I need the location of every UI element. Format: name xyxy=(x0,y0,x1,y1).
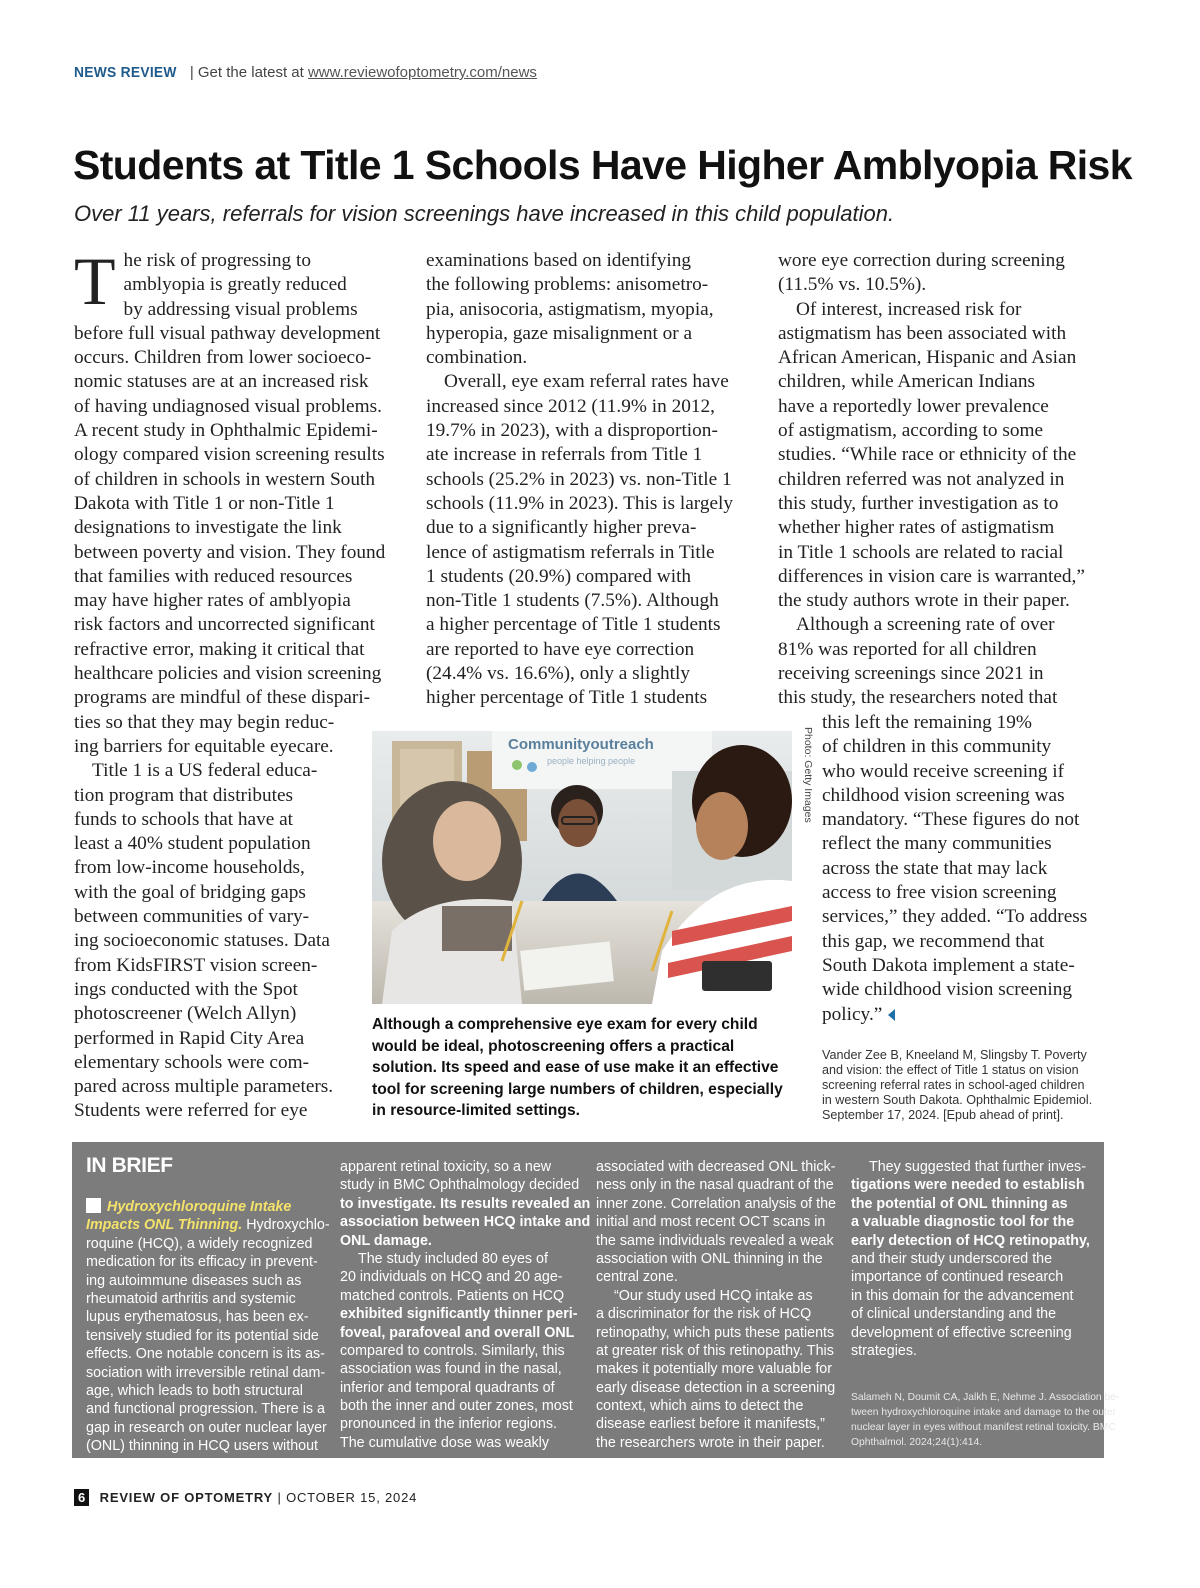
body-line: pia, anisocoria, astigmatism, myopia, xyxy=(426,298,714,320)
body-line: from low-income households, xyxy=(74,857,305,879)
body-line: performed in Rapid City Area xyxy=(74,1027,305,1049)
in-brief-title: IN BRIEF xyxy=(86,1154,173,1177)
article-column-1 xyxy=(74,243,404,1124)
brief-line: (ONL) thinning in HCQ users without xyxy=(86,1438,319,1455)
brief-item-title: Hydroxychloroquine Intake xyxy=(107,1199,292,1215)
article-column-3-continued xyxy=(822,711,1112,1027)
caption-line: in resource-limited settings. xyxy=(372,1102,580,1119)
body-line: increased since 2012 (11.9% in 2012, xyxy=(426,395,715,417)
body-line: astigmatism has been associated with xyxy=(778,322,1067,344)
body-line: wore eye correction during screening xyxy=(778,250,1065,271)
in-brief-column-1 xyxy=(86,1198,328,1455)
body-line: a higher percentage of Title 1 students xyxy=(426,614,721,636)
brief-line: context, which aims to detect the xyxy=(596,1398,804,1415)
body-line: in Title 1 schools are related to racial xyxy=(778,541,1064,563)
body-line: this gap, we recommend that xyxy=(822,930,1045,952)
body-line: nomic statuses are at an increased risk xyxy=(74,371,369,393)
brief-line: tensively studied for its potential side xyxy=(86,1327,319,1344)
brief-line: central zone. xyxy=(596,1269,678,1286)
brief-line: of clinical understanding and the xyxy=(851,1306,1057,1323)
brief-line: development of effective screening xyxy=(851,1324,1072,1341)
body-line: (11.5% vs. 10.5%). xyxy=(778,274,927,296)
caption-line: would be ideal, photoscreening offers a practical xyxy=(372,1037,735,1055)
brief-line: 20 individuals on HCQ and 20 age- xyxy=(340,1269,563,1286)
brief-line: ONL damage. xyxy=(340,1232,432,1249)
body-line: the study authors wrote in their paper. xyxy=(778,590,1070,612)
body-line: he risk of progressing to xyxy=(123,250,311,271)
brief-line xyxy=(86,1216,328,1234)
body-line-last xyxy=(822,1003,1112,1027)
body-line: South Dakota implement a state- xyxy=(822,954,1075,976)
brief-line: inferior and temporal quadrants of xyxy=(340,1379,555,1396)
body-line: schools (11.9% in 2023). This is largely xyxy=(426,492,734,514)
body-line: elementary schools were com- xyxy=(74,1051,310,1073)
brief-line: age, which leads to both structural xyxy=(86,1382,303,1399)
body-line: non-Title 1 students (7.5%). Although xyxy=(426,590,719,612)
body-line: photoscreener (Welch Allyn) xyxy=(74,1003,297,1025)
caption-line: Although a comprehensive eye exam for every child xyxy=(372,1016,758,1033)
brief-line: a discriminator for the risk of HCQ xyxy=(596,1306,812,1323)
body-line: may have higher rates of amblyopia xyxy=(74,590,351,612)
brief-line: a valuable diagnostic tool for the xyxy=(851,1214,1075,1231)
brief-item-title-cont: Impacts ONL Thinning. xyxy=(86,1217,243,1234)
body-line: ate increase in referrals from Title 1 xyxy=(426,444,703,466)
body-line: combination. xyxy=(426,347,528,369)
body-line: differences in vision care is warranted,” xyxy=(778,565,1085,587)
brief-line: the same individuals revealed a weak xyxy=(596,1232,834,1249)
brief-line: The study included 80 eyes of xyxy=(358,1250,548,1267)
body-line: have a reportedly lower prevalence xyxy=(778,395,1049,417)
article-column-3 xyxy=(778,249,1108,711)
body-line: 1 students (20.9%) compared with xyxy=(426,565,692,587)
body-line: are reported to have eye correction xyxy=(426,638,695,660)
body-line: ology compared vision screening results xyxy=(74,444,385,466)
body-line: pared across multiple parameters. xyxy=(74,1076,334,1098)
brief-line: association with ONL thinning in the xyxy=(596,1250,823,1267)
drop-cap: T xyxy=(74,243,116,319)
body-line: between communities of vary- xyxy=(74,906,310,928)
body-line: of children in schools in western South xyxy=(74,468,375,490)
brief-line: sociation with irreversible retinal dam- xyxy=(86,1364,326,1381)
brief-line: the potential of ONL thinning as xyxy=(851,1195,1068,1212)
body-line: with the goal of bridging gaps xyxy=(74,881,306,903)
body-line: of children in this community xyxy=(822,736,1052,758)
issue-date: OCTOBER 15, 2024 xyxy=(286,1490,418,1505)
body-line: programs are mindful of these dispari- xyxy=(74,687,371,709)
body-line: wide childhood vision screening xyxy=(822,979,1073,1001)
brief-line: exhibited significantly thinner peri- xyxy=(340,1306,578,1323)
header-separator: | xyxy=(189,64,194,81)
article-reference xyxy=(822,1048,1112,1123)
body-line: ing barriers for equitable eyecare. xyxy=(74,735,334,757)
page-number: 6 xyxy=(74,1489,89,1506)
body-line: by addressing visual problems xyxy=(123,298,358,320)
body-line: funds to schools that have at xyxy=(74,808,294,830)
photo-credit-text: Photo: Getty Images xyxy=(802,727,814,823)
body-line: studies. “While race or ethnicity of the xyxy=(778,444,1077,466)
brief-line: The cumulative dose was weakly xyxy=(340,1434,549,1451)
brief-line: effects. One notable concern is its as- xyxy=(86,1346,325,1363)
headline: Students at Title 1 Schools Have Higher Amblyopia Risk xyxy=(73,142,1132,188)
in-brief-column-4 xyxy=(851,1158,1096,1360)
body-line: services,” they added. “To address xyxy=(822,906,1088,928)
in-brief-reference xyxy=(851,1390,1120,1450)
body-line: from KidsFIRST vision screen- xyxy=(74,954,318,976)
brief-line: inner zone. Correlation analysis of the xyxy=(596,1195,837,1212)
bullet-square-icon xyxy=(86,1198,101,1213)
brief-line: ness only in the nasal quadrant of the xyxy=(596,1177,834,1194)
brief-text: Hydroxychlo- xyxy=(246,1217,330,1234)
body-line: hyperopia, gaze misalignment or a xyxy=(426,322,693,344)
body-line: 81% was reported for all children xyxy=(778,638,1037,660)
brief-line: at greater risk of this retinopathy. This xyxy=(596,1342,834,1359)
brief-line: to investigate. Its results revealed an xyxy=(340,1195,591,1212)
brief-line: makes it potentially more valuable for xyxy=(596,1361,833,1378)
brief-line: associated with decreased ONL thick- xyxy=(596,1159,836,1175)
article-photo xyxy=(372,731,792,1004)
body-line: Of interest, increased risk for xyxy=(796,298,1022,320)
body-text: policy.” xyxy=(822,1003,883,1025)
body-line: before full visual pathway development xyxy=(74,322,381,344)
brief-reference-line: tween hydroxychloroquine intake and damage to the outer xyxy=(851,1407,1117,1418)
caption-line: tool for screening large numbers of children, especially xyxy=(372,1080,783,1098)
footer-separator: | xyxy=(277,1490,282,1505)
body-line: the following problems: anisometro- xyxy=(426,274,709,296)
brief-line: strategies. xyxy=(851,1342,917,1359)
body-line: examinations based on identifying xyxy=(426,250,692,271)
photo-sign-text: Communityoutreach xyxy=(508,736,654,753)
body-line: refractive error, making it critical that xyxy=(74,638,365,660)
body-line: least a 40% student population xyxy=(74,833,311,855)
brief-reference-line: Salameh N, Doumit CA, Jalkh E, Nehme J. Association be- xyxy=(851,1392,1120,1403)
body-line: access to free vision screening xyxy=(822,882,1057,904)
body-line: children referred was not analyzed in xyxy=(778,468,1065,490)
body-line: amblyopia is greatly reduced xyxy=(123,274,347,296)
body-line: between poverty and vision. They found xyxy=(74,541,386,563)
body-line: tion program that distributes xyxy=(74,784,294,806)
brief-line: compared to controls. Similarly, this xyxy=(340,1342,565,1359)
body-line: (24.4% vs. 16.6%), only a slightly xyxy=(426,663,691,685)
page-footer xyxy=(74,1489,417,1506)
body-line: schools (25.2% in 2023) vs. non-Title 1 xyxy=(426,468,732,490)
reference-line: screening referral rates in school-aged children xyxy=(822,1078,1085,1092)
reference-line: and vision: the effect of Title 1 status on vision xyxy=(822,1063,1079,1077)
brief-line: rheumatoid arthritis and systemic xyxy=(86,1290,296,1307)
brief-line: disease earliest before it manifests,” xyxy=(596,1416,825,1433)
body-line: receiving screenings since 2021 in xyxy=(778,663,1044,685)
brief-line: in this domain for the advancement xyxy=(851,1287,1074,1304)
brief-line xyxy=(86,1198,328,1216)
body-line: childhood vision screening was xyxy=(822,784,1065,806)
dek: Over 11 years, referrals for vision screenings have increased in this child population. xyxy=(74,201,895,226)
in-brief-box xyxy=(72,1142,1120,1458)
body-line: reflect the many communities xyxy=(822,833,1052,855)
brief-line: They suggested that further inves- xyxy=(869,1159,1086,1175)
body-line: ties so that they may begin reduc- xyxy=(74,711,335,733)
brief-line: retinopathy, which puts these patients xyxy=(596,1324,835,1341)
section-label: NEWS REVIEW xyxy=(74,64,177,81)
body-line: whether higher rates of astigmatism xyxy=(778,517,1055,539)
body-line: healthcare policies and vision screening xyxy=(74,663,382,685)
brief-line: lupus erythematosus, has been ex- xyxy=(86,1309,309,1326)
body-line: designations to investigate the link xyxy=(74,517,342,539)
article-column-2 xyxy=(426,249,756,711)
body-line: this study, the researchers noted that xyxy=(778,687,1058,709)
reference-line: Vander Zee B, Kneeland M, Slingsby T. Poverty xyxy=(822,1048,1087,1062)
section-header xyxy=(74,64,537,81)
brief-line: association between HCQ intake and xyxy=(340,1214,591,1231)
brief-line: foveal, parafoveal and overall ONL xyxy=(340,1324,575,1341)
body-line: due to a significantly higher preva- xyxy=(426,517,697,539)
photo-credit xyxy=(796,727,814,831)
body-line: A recent study in Ophthalmic Epidemi- xyxy=(74,420,378,442)
body-line: lence of astigmatism referrals in Title xyxy=(426,541,715,563)
body-line: of having undiagnosed visual problems. xyxy=(74,395,382,417)
body-line: Dakota with Title 1 or non-Title 1 xyxy=(74,492,335,514)
photo-sign-subtext: people helping people xyxy=(547,756,636,766)
body-line: Although a screening rate of over xyxy=(796,614,1055,636)
body-line: across the state that may lack xyxy=(822,857,1048,879)
magazine-name: REVIEW OF OPTOMETRY xyxy=(99,1490,274,1505)
brief-line: roquine (HCQ), a widely recognized xyxy=(86,1235,313,1252)
photo-caption xyxy=(372,1014,792,1122)
brief-line: association was found in the nasal, xyxy=(340,1361,562,1378)
body-line: Title 1 is a US federal educa- xyxy=(92,760,318,782)
in-brief-column-3 xyxy=(596,1158,841,1452)
end-mark-icon xyxy=(888,1009,895,1021)
news-link[interactable]: www.reviewofoptometry.com/news xyxy=(307,64,537,81)
body-line: mandatory. “These figures do not xyxy=(822,809,1080,831)
body-line: 19.7% in 2023), with a disproportion- xyxy=(426,420,718,442)
brief-line: early detection of HCQ retinopathy, xyxy=(851,1232,1090,1249)
body-line: children, while American Indians xyxy=(778,371,1036,393)
body-line: that families with reduced resources xyxy=(74,565,353,587)
brief-line: the researchers wrote in their paper. xyxy=(596,1434,825,1451)
brief-line: pronounced in the inferior regions. xyxy=(340,1416,557,1433)
brief-line: medication for its efficacy in prevent- xyxy=(86,1254,318,1271)
caption-line: solution. Its speed and ease of use make it an effective xyxy=(372,1059,779,1076)
brief-line: matched controls. Patients on HCQ xyxy=(340,1287,565,1304)
brief-line: and their study underscored the xyxy=(851,1250,1053,1267)
body-line: higher percentage of Title 1 students xyxy=(426,687,708,709)
body-line: this study, further investigation as to xyxy=(778,492,1059,514)
reference-line: September 17, 2024. [Epub ahead of print]. xyxy=(822,1108,1064,1122)
header-prompt: Get the latest at xyxy=(197,64,304,81)
brief-line: importance of continued research xyxy=(851,1269,1064,1286)
body-line: who would receive screening if xyxy=(822,760,1064,782)
brief-line: “Our study used HCQ intake as xyxy=(614,1287,813,1304)
brief-line: gap in research on outer nuclear layer xyxy=(86,1419,327,1436)
body-line: ing socioeconomic statuses. Data xyxy=(74,930,330,952)
brief-line: study in BMC Ophthalmology decided xyxy=(340,1177,580,1194)
body-line: Students were referred for eye xyxy=(74,1100,308,1122)
brief-reference-line: Ophthalmol. 2024;24(1):414. xyxy=(851,1437,983,1448)
brief-reference-line: nuclear layer in eyes without manifest retinal toxicity. BMC xyxy=(851,1422,1116,1433)
body-line: of astigmatism, according to some xyxy=(778,420,1044,442)
classroom-photo-illustration xyxy=(372,731,792,1004)
brief-line: apparent retinal toxicity, so a new xyxy=(340,1159,552,1175)
body-line: ings conducted with the Spot xyxy=(74,978,298,1000)
body-line: African American, Hispanic and Asian xyxy=(778,347,1077,369)
brief-line: tigations were needed to establish xyxy=(851,1177,1085,1194)
body-line: risk factors and uncorrected significant xyxy=(74,614,375,636)
reference-line: in western South Dakota. Ophthalmic Epidemiol. xyxy=(822,1093,1093,1107)
brief-line: both the inner and outer zones, most xyxy=(340,1398,573,1415)
brief-line: initial and most recent OCT scans in xyxy=(596,1214,826,1231)
brief-line: early disease detection in a screening xyxy=(596,1379,836,1396)
brief-line: ing autoimmune diseases such as xyxy=(86,1272,302,1289)
body-line: occurs. Children from lower socioeco- xyxy=(74,347,372,369)
brief-line: and functional progression. There is a xyxy=(86,1401,325,1418)
body-line: this left the remaining 19% xyxy=(822,712,1032,733)
body-line: Overall, eye exam referral rates have xyxy=(444,371,729,393)
in-brief-column-2 xyxy=(340,1158,591,1452)
